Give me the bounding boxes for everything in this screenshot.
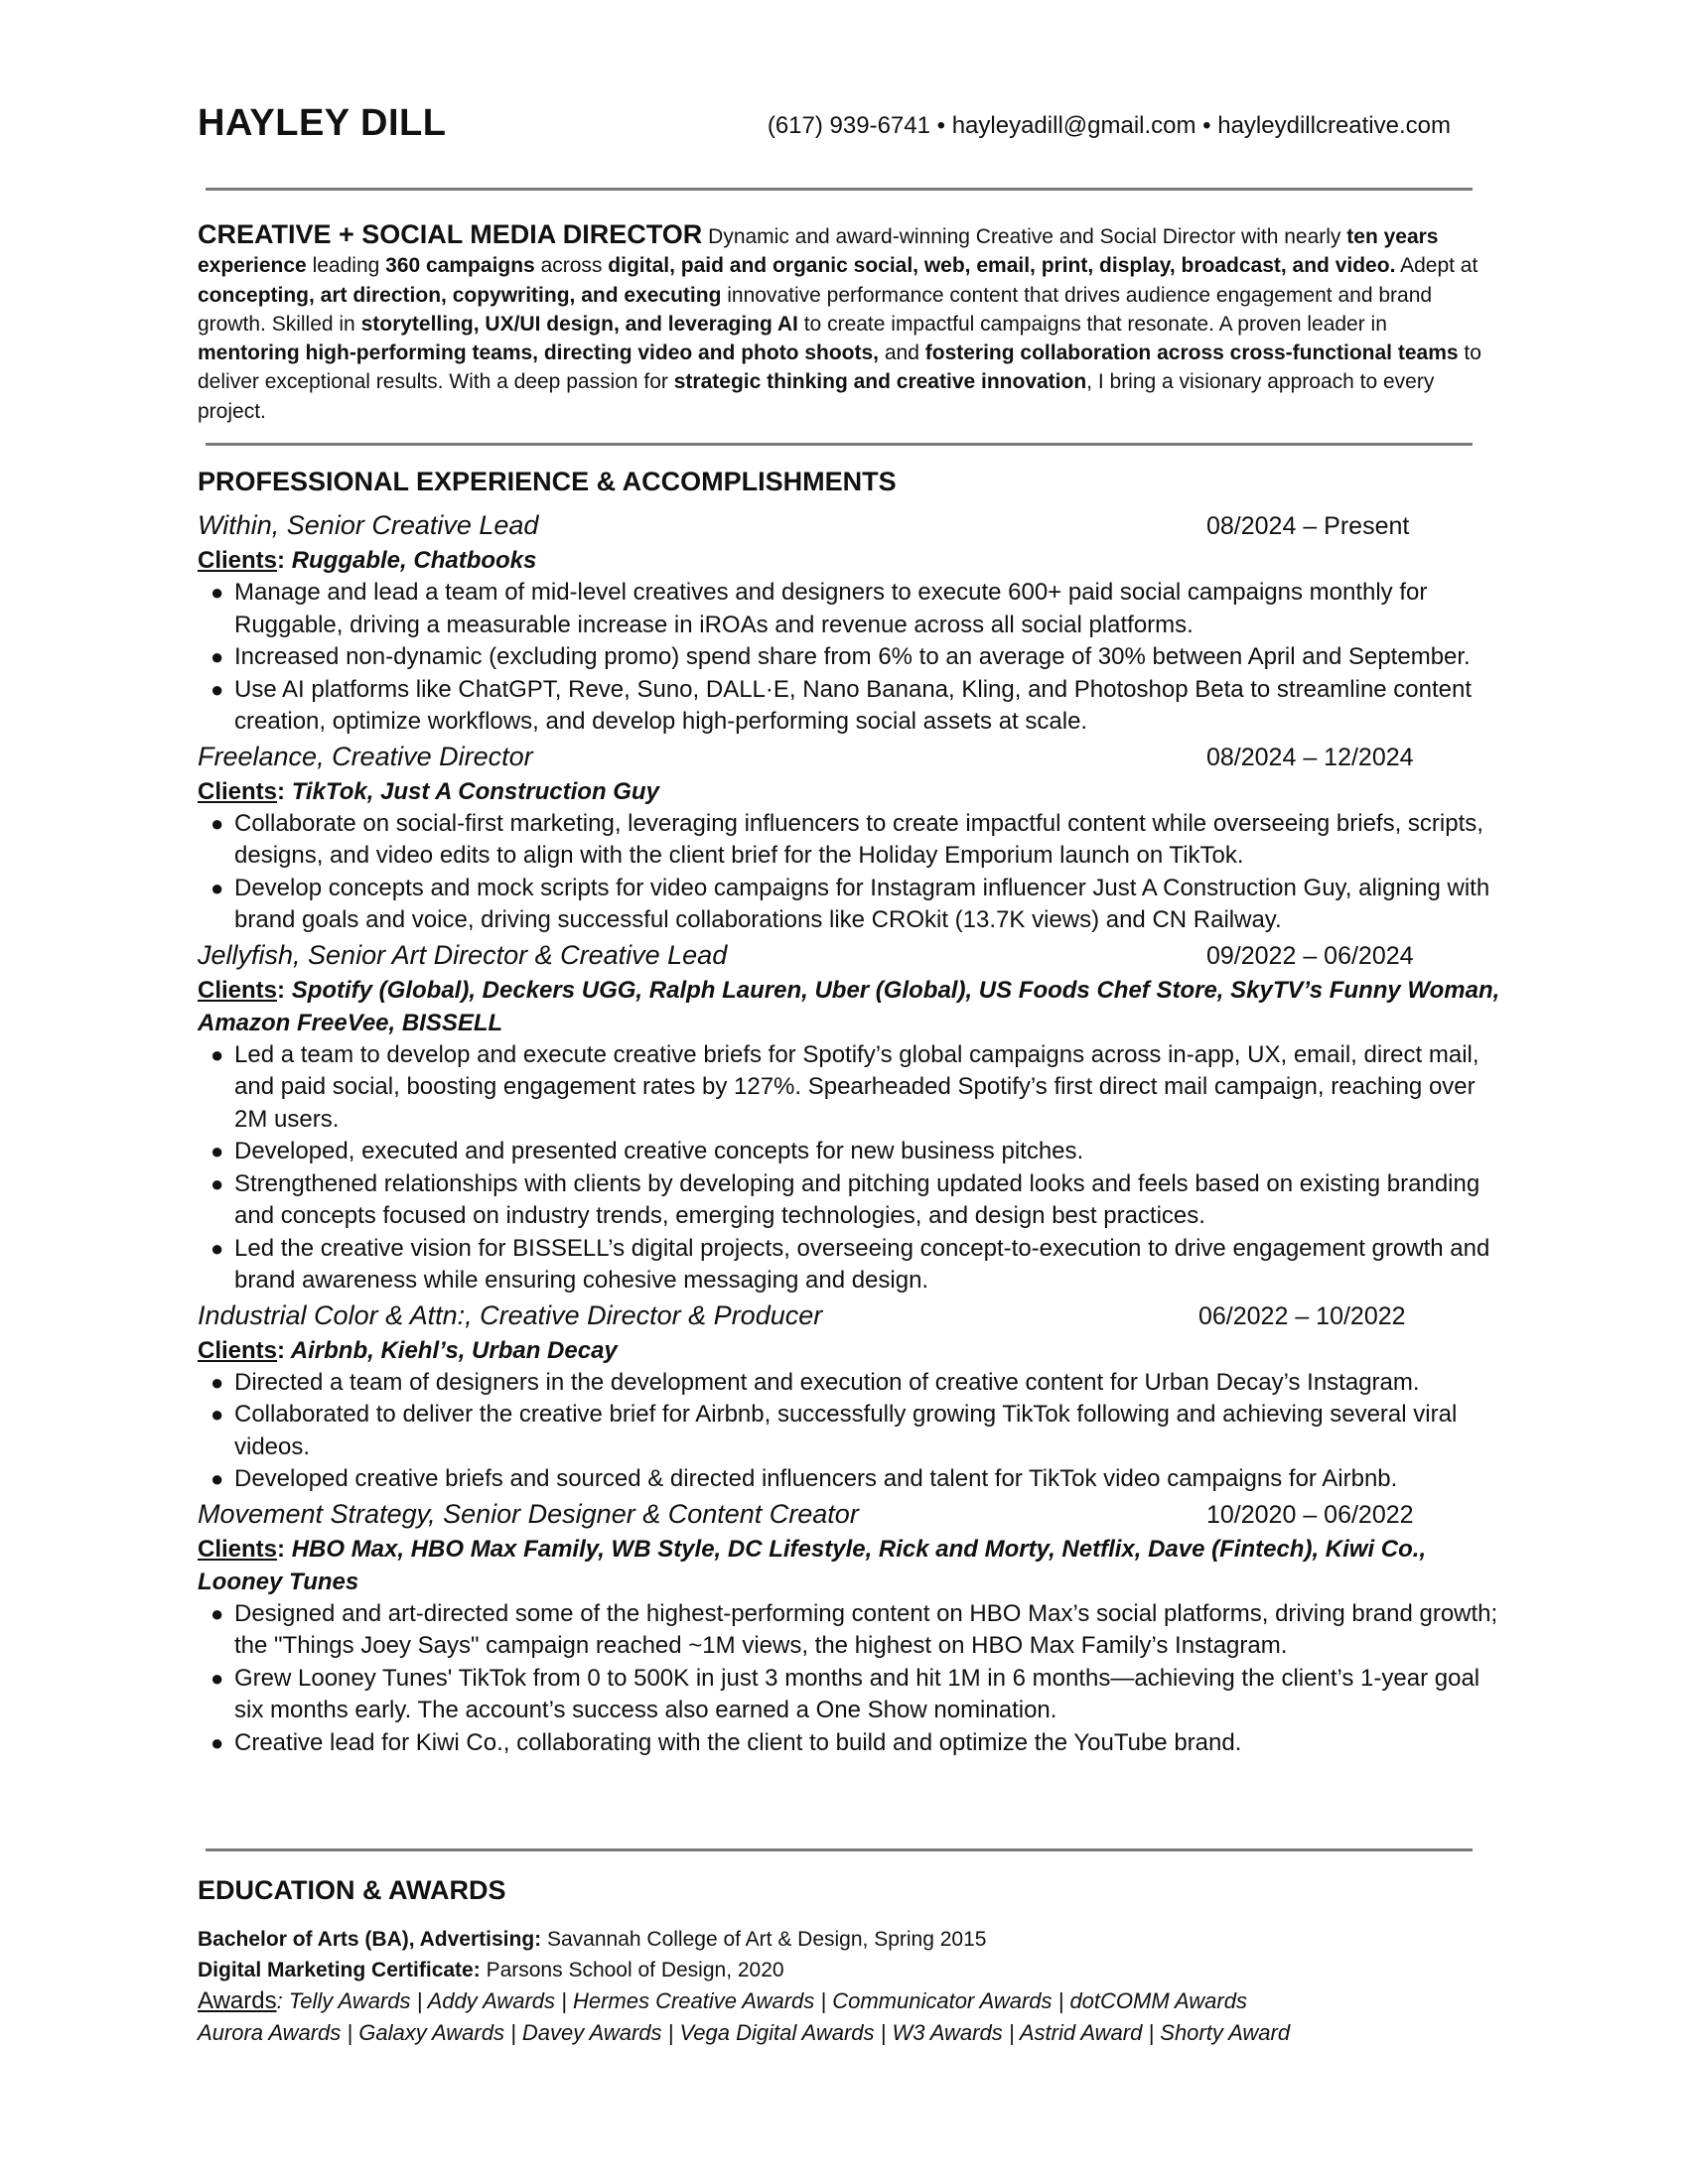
clients-colon: : [277,547,286,574]
bullet-item [198,1598,1508,1663]
clients-label: Clients [198,1535,278,1563]
summary-text [198,225,1481,423]
candidate-name: HAYLEY DILL [198,102,447,144]
bullet-item [198,1367,1508,1400]
summary-title: CREATIVE + SOCIAL MEDIA DIRECTOR [198,219,703,249]
bullet-icon: ● [211,676,224,702]
job-header [198,940,1508,974]
clients-label: Clients [198,777,278,805]
bullet-icon: ● [211,1729,224,1755]
bullet-text: Led the creative vision for BISSELL’s digital projects, overseeing concept-to-execution to drive engagement growth and brand awareness while ensuring cohesive messaging and design. [234,1234,1490,1294]
summary-segment: concepting, art direction, copywriting, and executing [198,283,722,307]
summary-segment: mentoring high-performing teams, directing video and photo shoots, [198,341,880,365]
job-dates: 09/2022 – 06/2024 [1206,941,1414,970]
bullet-icon: ● [211,810,224,836]
bullet-icon: ● [211,1139,224,1163]
degree-line [198,1924,1488,1955]
job-dates: 06/2022 – 10/2022 [1198,1301,1406,1330]
summary-segment: to create impactful campaigns that resonate. A proven leader in [797,312,1387,336]
bullet-text: Directed a team of designers in the development and execution of creative content for Urban Decay’s Instagram. [234,1368,1420,1396]
bullet-item [198,808,1508,873]
clients-colon: : [277,777,286,805]
bullet-item [198,873,1508,937]
bullet-text: Use AI platforms like ChatGPT, Reve, Suno, DALL·E, Nano Banana, Kling, and Photoshop Beta to streamline content creation, optimize workflows, and develop high-performing social assets at scale. [234,675,1473,735]
bullet-icon: ● [211,1402,224,1427]
clients-list: Ruggable, Chatbooks [291,547,537,574]
divider [206,443,1473,446]
bullet-text: Increased non-dynamic (excluding promo) spend share from 6% to an average of 30% between April and September. [234,643,1471,670]
summary-segment: ten years experience [198,225,1439,278]
job-entry [198,510,1508,739]
degree-value: Savannah College of Art & Design, Spring 2015 [541,1928,987,1951]
job-dates: 08/2024 – Present [1206,512,1410,540]
bullet-text: Designed and art-directed some of the highest-performing content on HBO Max’s social platforms, driving brand growth; the "Things Joey Says" campaign reached ~1M views, the highest on HBO Max Family’s Instagram. [234,1599,1498,1659]
bullet-item [198,1168,1508,1233]
bullet-item [198,641,1508,674]
bullet-text: Developed, executed and presented creative concepts for new business pitches. [234,1138,1084,1164]
bullet-icon: ● [211,875,224,900]
clients-colon: : [277,1535,286,1563]
bullet-icon: ● [211,580,224,605]
certificate-line [198,1955,1488,1985]
bullet-icon: ● [211,1170,224,1196]
summary-segment: strategic thinking and creative innovation [673,370,1087,394]
bullet-item [198,577,1508,641]
bullet-text: Creative lead for Kiwi Co., collaborating with the client to build and optimize the YouTube brand. [234,1728,1242,1756]
bullet-item [198,1233,1508,1297]
education-heading: EDUCATION & AWARDS [198,1875,506,1905]
bullet-list [198,1367,1508,1496]
bullet-item [198,1399,1508,1463]
resume-header [198,102,1451,166]
awards-label: Awards [198,1987,277,2014]
clients-label: Clients [198,976,278,1004]
clients-colon: : [277,976,286,1004]
summary-segment: fostering collaboration across cross-functional teams [924,341,1459,365]
summary-segment: to deliver exceptional results. With a deep passion for [198,341,1481,394]
contact-info: (617) 939-6741 • hayleyadill@gmail.com • hayleydillcreative.com [767,112,1451,139]
experience-list [198,510,1508,1762]
bullet-text: Strengthened relationships with clients by developing and pitching updated looks and feels based on existing branding and concepts focused on industry trends, emerging technologies, and design best practices. [234,1169,1480,1229]
divider [206,1848,1473,1851]
certificate-label: Digital Marketing Certificate: [198,1959,481,1981]
bullet-text: Developed creative briefs and sourced & directed influencers and talent for TikTok video campaigns for Airbnb. [234,1465,1398,1492]
education-section [198,1924,1488,2049]
bullet-icon: ● [211,1041,224,1067]
job-header [198,742,1508,775]
bullet-icon: ● [211,1235,224,1261]
job-header [198,510,1508,544]
degree-label: Bachelor of Arts (BA), Advertising: [198,1928,542,1951]
bullet-text: Grew Looney Tunes' TikTok from 0 to 500K in just 3 months and hit 1M in 6 months—achieving the client’s 1-year goal six months early. The account’s success also earned a One Show nomination. [234,1664,1480,1723]
bullet-item [198,1039,1508,1137]
summary-segment: innovative performance content that drives audience engagement and brand growth. Skilled in [198,283,1433,336]
job-dates: 10/2020 – 06/2022 [1206,1500,1414,1529]
job-dates: 08/2024 – 12/2024 [1206,743,1414,771]
job-title: Jellyfish, Senior Art Director & Creative Lead [198,939,728,970]
job-entry [198,1499,1508,1760]
bullet-text: Develop concepts and mock scripts for video campaigns for Instagram influencer Just A Construction Guy, aligning with brand goals and voice, driving successful collaborations like CROkit (13.7K views) and CN Railway. [234,874,1490,933]
certificate-value: Parsons School of Design, 2020 [480,1959,784,1981]
clients-line [198,544,1508,577]
job-title: Freelance, Creative Director [198,741,533,771]
bullet-item [198,1663,1508,1727]
summary-segment: Dynamic and award-winning Creative and Social Director with nearly [702,225,1347,248]
bullet-list [198,1598,1508,1760]
bullet-list [198,1039,1508,1297]
summary-segment: leading [306,254,386,278]
bullet-list [198,808,1508,937]
clients-list: TikTok, Just A Construction Guy [291,777,659,805]
bullet-item [198,1727,1508,1760]
job-entry [198,742,1508,937]
job-title: Movement Strategy, Senior Designer & Content Creator [198,1498,859,1529]
summary-segment: across [534,254,609,278]
bullet-item [198,1463,1508,1496]
clients-line [198,775,1508,808]
bullet-list [198,577,1508,739]
bullet-item [198,1136,1508,1168]
job-title: Within, Senior Creative Lead [198,510,539,540]
summary-segment: Adept at [1395,254,1478,278]
job-header [198,1300,1508,1334]
clients-list: HBO Max, HBO Max Family, WB Style, DC Lifestyle, Rick and Morty, Netflix, Dave (Fintech), Kiwi Co., Looney Tunes [198,1535,1427,1595]
awards-list-1: : Telly Awards | Addy Awards | Hermes Creative Awards | Communicator Awards | dotCOMM Awards [276,1988,1247,2013]
awards-list-2: Aurora Awards | Galaxy Awards | Davey Awards | Vega Digital Awards | W3 Awards | Astrid Award | Shorty Award [198,2020,1291,2045]
clients-line [198,1334,1508,1367]
bullet-text: Led a team to develop and execute creative briefs for Spotify’s global campaigns across in-app, UX, email, direct mail, and paid social, boosting engagement rates by 127%. Spearheaded Spotify’s first direct mail campaign, reaching over 2M users. [234,1040,1479,1133]
bullet-text: Collaborate on social-first marketing, leveraging influencers to create impactful content while overseeing briefs, scripts, designs, and video edits to align with the client brief for the Holiday Emporium launch on TikTok. [234,809,1483,869]
bullet-icon: ● [211,1369,224,1395]
awards-line-2 [198,2017,1488,2049]
clients-list: Airbnb, Kiehl’s, Urban Decay [290,1336,618,1364]
summary-segment: digital, paid and organic social, web, email, print, display, broadcast, and video. [608,254,1396,278]
bullet-text: Collaborated to deliver the creative brief for Airbnb, successfully growing TikTok following and achieving several viral videos. [234,1401,1458,1460]
summary-segment: 360 campaigns [385,254,535,278]
summary-section [198,220,1488,426]
clients-line [198,1533,1508,1598]
bullet-item [198,674,1508,739]
divider [206,188,1473,191]
job-header [198,1499,1508,1533]
summary-segment: , I bring a visionary approach to every project. [198,370,1435,423]
bullet-text: Manage and lead a team of mid-level creatives and designers to execute 600+ paid social campaigns monthly for Ruggable, driving a measurable increase in iROAs and revenue across all social platforms. [234,579,1428,638]
bullet-icon: ● [211,644,224,669]
bullet-icon: ● [211,1600,224,1626]
summary-segment: and [879,341,925,365]
job-entry [198,940,1508,1297]
bullet-icon: ● [211,1665,224,1691]
job-entry [198,1300,1508,1496]
clients-label: Clients [198,1336,278,1364]
clients-line [198,974,1508,1039]
experience-heading: PROFESSIONAL EXPERIENCE & ACCOMPLISHMENTS [198,467,897,496]
clients-colon: : [277,1336,286,1364]
bullet-icon: ● [211,1466,224,1491]
clients-label: Clients [198,547,278,574]
job-title: Industrial Color & Attn:, Creative Director & Producer [198,1299,823,1330]
summary-segment: storytelling, UX/UI design, and leveraging AI [360,312,798,336]
awards-line-1 [198,1985,1488,2017]
clients-list: Spotify (Global), Deckers UGG, Ralph Lauren, Uber (Global), US Foods Chef Store, SkyTV’s Funny Woman, Amazon FreeVee, BISSELL [198,976,1500,1036]
